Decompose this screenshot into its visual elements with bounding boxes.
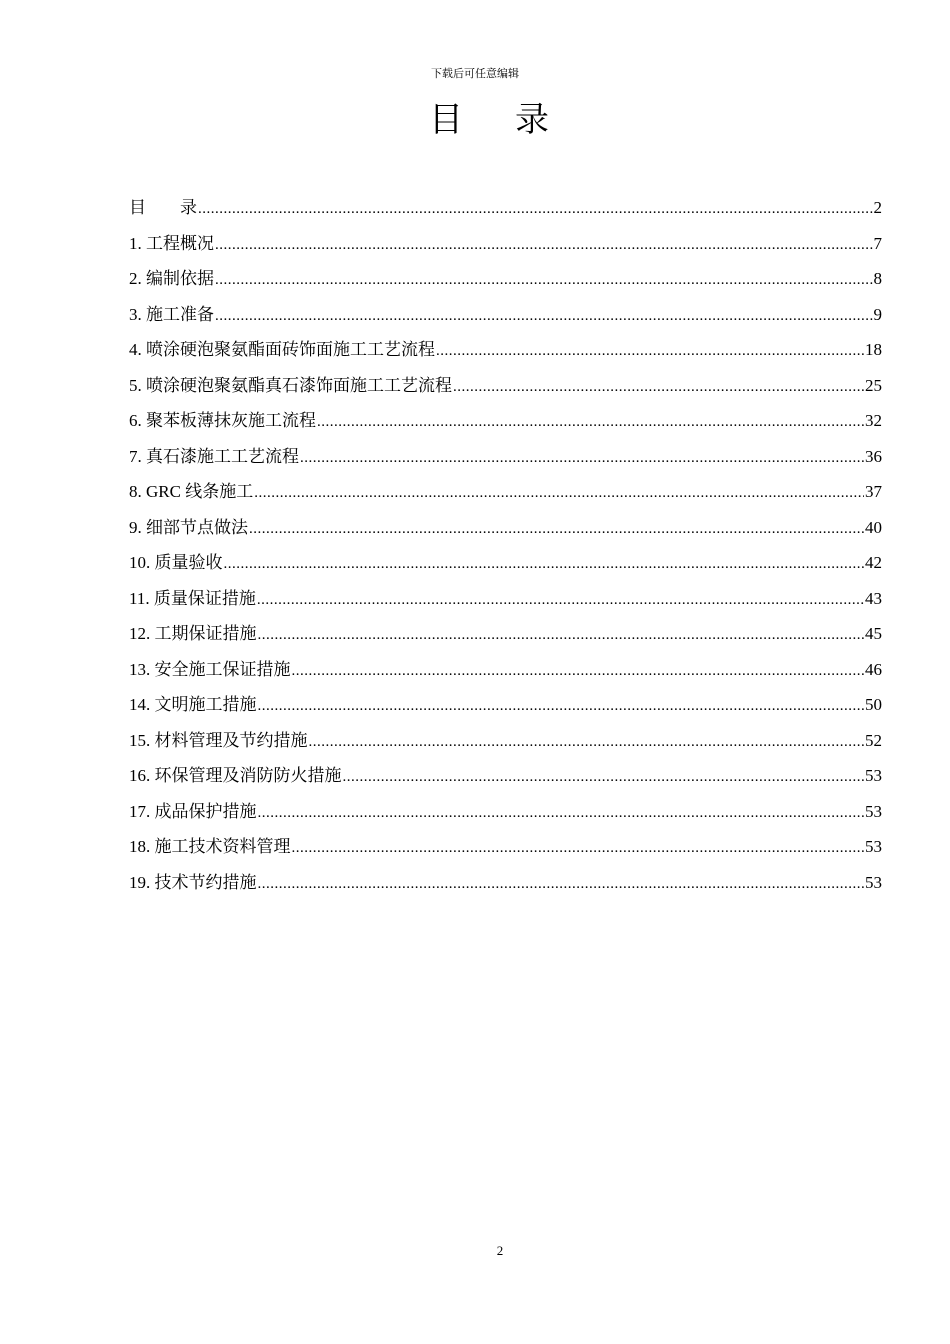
toc-dot-leader <box>224 547 865 581</box>
page-number: 2 <box>496 1243 504 1258</box>
toc-entry-page: 8 <box>873 269 882 288</box>
toc-entry[interactable] <box>129 474 882 510</box>
toc-entry-page: 50 <box>865 695 882 714</box>
toc-entry[interactable] <box>129 439 882 475</box>
toc-dot-leader <box>215 299 873 333</box>
page-title-char-2: 录 <box>515 100 549 140</box>
toc-dot-leader <box>254 476 864 510</box>
toc-entry-page: 36 <box>865 446 882 466</box>
toc-entry[interactable] <box>129 332 882 368</box>
toc-dot-leader <box>436 334 864 368</box>
toc-entry-page: 53 <box>865 801 882 821</box>
toc-entry-page: 53 <box>865 766 882 785</box>
toc-dot-leader <box>258 689 865 723</box>
toc-entry-label: 16. 环保管理及消防防火措施 <box>129 766 342 785</box>
toc-entry-label: 12. 工期保证措施 <box>129 624 257 643</box>
toc-dot-leader <box>249 512 864 546</box>
toc-entry[interactable] <box>129 652 882 688</box>
toc-dot-leader <box>258 618 865 652</box>
toc-dot-leader <box>309 725 865 759</box>
toc-entry-page: 46 <box>865 659 882 679</box>
toc-entry[interactable] <box>129 190 882 226</box>
toc-entry-page: 37 <box>865 482 882 501</box>
toc-entry-label: 7. 真石漆施工工艺流程 <box>129 446 299 466</box>
toc-entry-label: 6. 聚苯板薄抹灰施工流程 <box>129 411 316 430</box>
toc-entry-label: 5. 喷涂硬泡聚氨酯真石漆饰面施工工艺流程 <box>129 375 452 395</box>
toc-dot-leader <box>258 867 865 901</box>
toc-dot-leader <box>215 263 873 297</box>
toc-entry-label: 13. 安全施工保证措施 <box>129 659 291 679</box>
toc-entry[interactable] <box>129 758 882 794</box>
page-title-char-1: 目 <box>429 100 463 140</box>
toc-entry[interactable] <box>129 723 882 759</box>
page-title <box>0 96 950 144</box>
toc-entry-page: 2 <box>873 198 882 217</box>
toc-entry[interactable] <box>129 510 882 546</box>
toc-dot-leader <box>292 654 865 688</box>
toc-dot-leader <box>292 831 865 865</box>
toc-entry-label: 3. 施工准备 <box>129 304 214 324</box>
toc-entry[interactable] <box>129 403 882 439</box>
toc-dot-leader <box>317 405 864 439</box>
toc-entry[interactable] <box>129 581 882 617</box>
toc-entry-label: 目 录 <box>129 198 197 217</box>
toc-entry-label: 19. 技术节约措施 <box>129 872 257 892</box>
toc-entry-label: 18. 施工技术资料管理 <box>129 837 291 856</box>
toc-entry[interactable] <box>129 616 882 652</box>
toc-entry-label: 8. GRC 线条施工 <box>129 482 254 501</box>
toc-entry[interactable] <box>129 368 882 404</box>
toc-entry-page: 53 <box>865 837 882 856</box>
toc-entry[interactable] <box>129 261 882 297</box>
table-of-contents <box>129 190 882 900</box>
toc-dot-leader <box>300 441 864 475</box>
toc-entry-page: 7 <box>873 233 882 253</box>
toc-dot-leader <box>257 583 864 617</box>
toc-entry[interactable] <box>129 687 882 723</box>
toc-entry-page: 18 <box>865 340 882 359</box>
toc-entry-label: 17. 成品保护措施 <box>129 801 257 821</box>
toc-entry-page: 32 <box>865 411 882 430</box>
toc-entry[interactable] <box>129 545 882 581</box>
toc-entry-page: 43 <box>865 588 882 608</box>
toc-entry[interactable] <box>129 297 882 333</box>
toc-entry-label: 14. 文明施工措施 <box>129 695 257 714</box>
toc-entry-page: 53 <box>865 872 882 892</box>
toc-entry[interactable] <box>129 865 882 901</box>
toc-entry[interactable] <box>129 829 882 865</box>
toc-entry-page: 42 <box>865 553 882 572</box>
toc-dot-leader <box>453 370 864 404</box>
toc-dot-leader <box>215 228 873 262</box>
toc-entry-label: 11. 质量保证措施 <box>129 588 256 608</box>
toc-entry[interactable] <box>129 794 882 830</box>
toc-entry-label: 10. 质量验收 <box>129 553 223 572</box>
toc-dot-leader <box>198 192 873 226</box>
toc-entry-label: 1. 工程概况 <box>129 233 214 253</box>
toc-entry-label: 2. 编制依据 <box>129 269 214 288</box>
toc-entry-label: 9. 细部节点做法 <box>129 517 248 537</box>
toc-entry[interactable] <box>129 226 882 262</box>
toc-entry-page: 9 <box>873 304 882 324</box>
toc-entry-label: 4. 喷涂硬泡聚氨酯面砖饰面施工工艺流程 <box>129 340 435 359</box>
toc-dot-leader <box>343 760 865 794</box>
page-header: 下载后可任意编辑 <box>431 68 519 80</box>
toc-dot-leader <box>258 796 865 830</box>
toc-entry-page: 45 <box>865 624 882 643</box>
toc-entry-label: 15. 材料管理及节约措施 <box>129 730 308 750</box>
toc-entry-page: 25 <box>865 375 882 395</box>
toc-entry-page: 40 <box>865 517 882 537</box>
toc-entry-page: 52 <box>865 730 882 750</box>
